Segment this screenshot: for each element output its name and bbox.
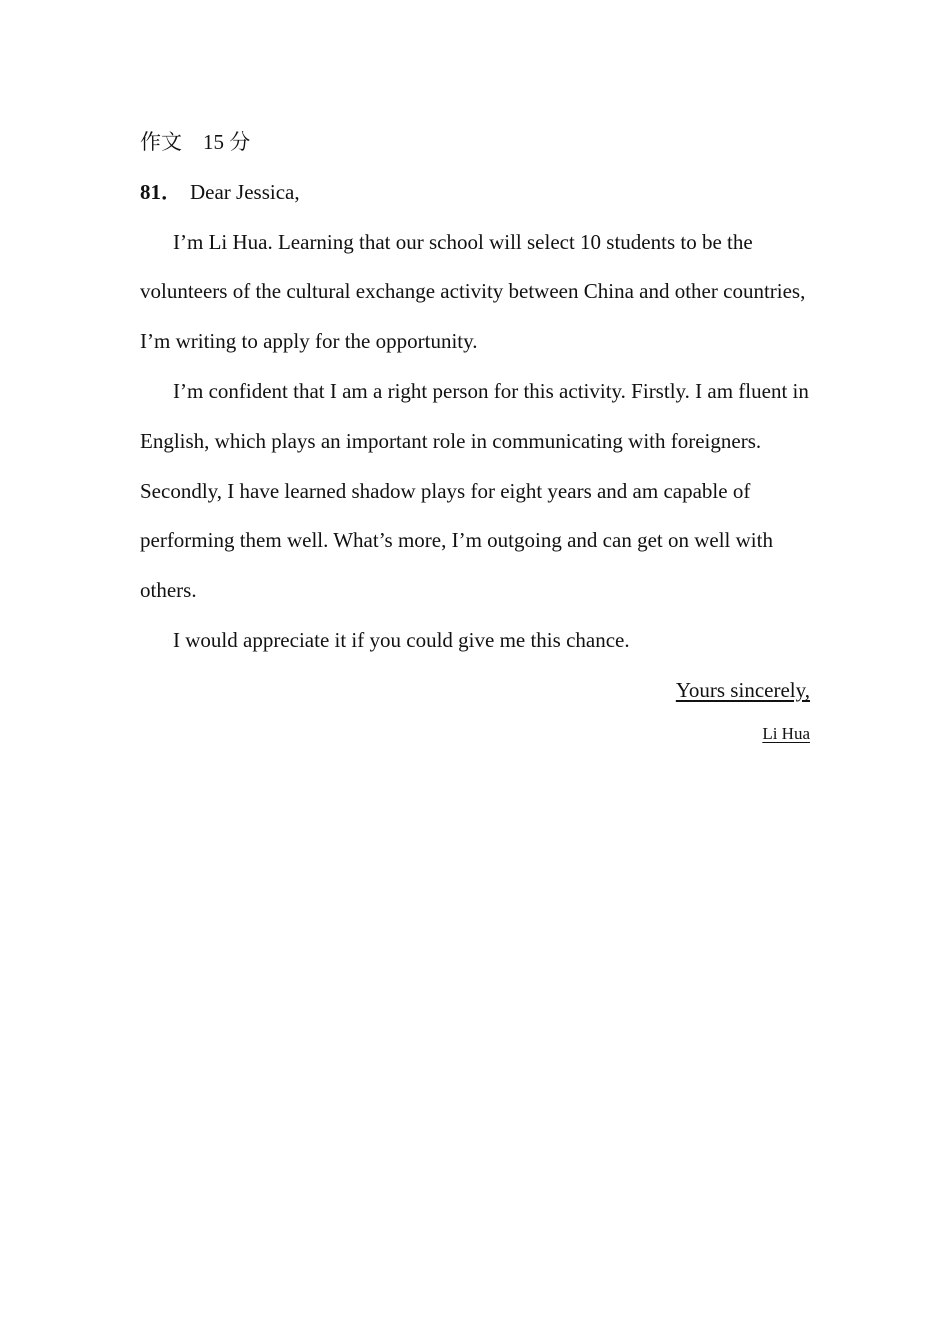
section-score: 15 分 xyxy=(203,130,251,154)
signature-name: Li Hua xyxy=(762,723,810,743)
letter-closing xyxy=(140,666,810,716)
letter-paragraph-2: I’m confident that I am a right person for this activity. Firstly. I am fluent in English, which plays an important role in communicating with foreigners. Secondly, I have learned shadow plays for eight years and am capable of performing them well. What’s more, I’m outgoing and can get on well with others. xyxy=(140,378,809,603)
question-number: 81． xyxy=(140,179,182,204)
closing-text: Yours sincerely, xyxy=(675,677,810,702)
section-label: 作文 xyxy=(140,130,182,154)
answer-page xyxy=(140,118,810,752)
letter-paragraph-3: I would appreciate it if you could give me this chance. xyxy=(173,627,630,652)
letter-salutation: Dear Jessica, xyxy=(190,179,300,204)
letter-paragraph-1: I’m Li Hua. Learning that our school will select 10 students to be the volunteers of the cultural exchange activity between China and other countries, I’m writing to apply for the opportunity. xyxy=(140,229,806,354)
question-line xyxy=(140,168,810,218)
letter-signature xyxy=(140,716,810,752)
section-heading xyxy=(140,118,810,168)
